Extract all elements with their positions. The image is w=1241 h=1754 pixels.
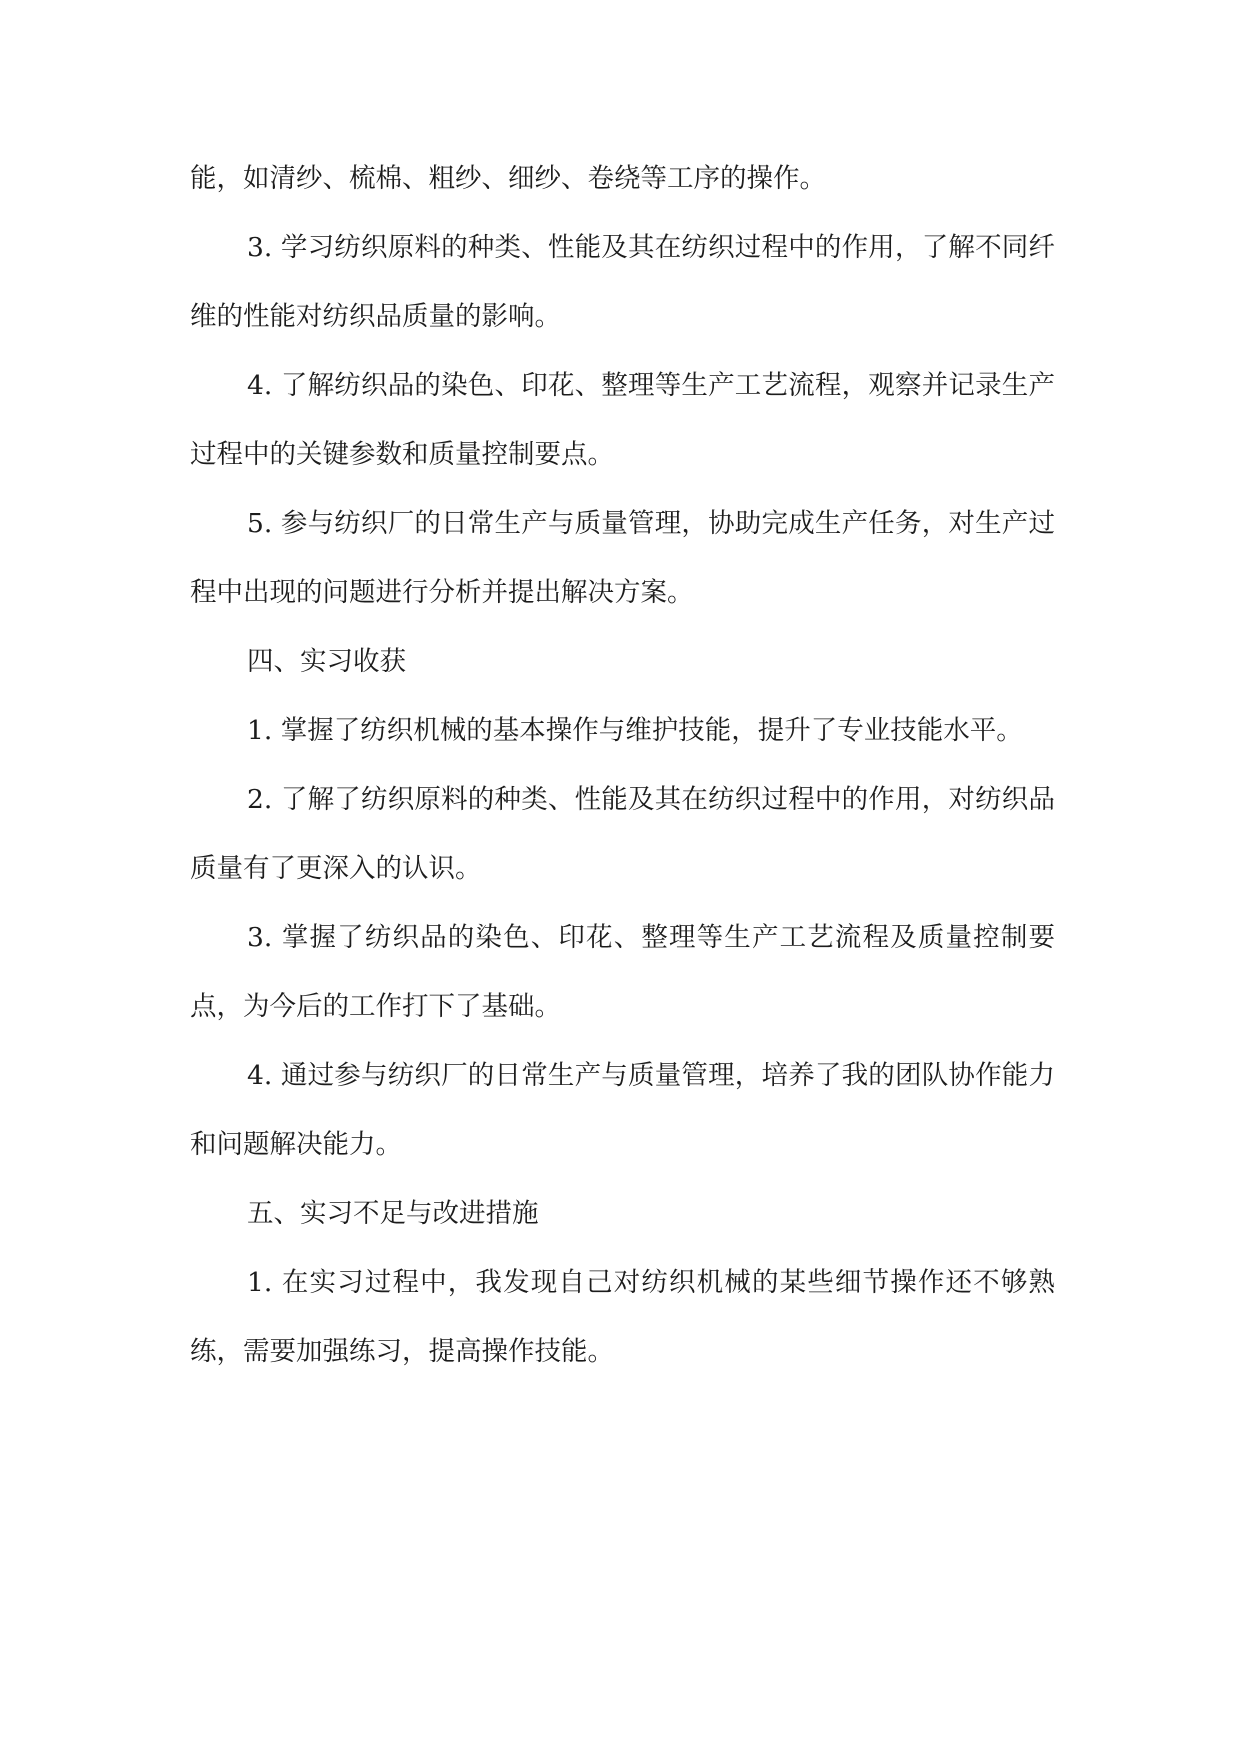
paragraph-gain-3: 3. 掌握了纺织品的染色、印花、整理等生产工艺流程及质量控制要点，为今后的工作打下了基础。 (190, 922, 1055, 1022)
paragraph-item-4-dyeing-process: 4. 了解纺织品的染色、印花、整理等生产工艺流程，观察并记录生产过程中的关键参数和质量控制要点。 (190, 370, 1055, 470)
section-heading-internship-gains: 四、实习收获 (247, 646, 406, 677)
paragraph-gain-1: 1. 掌握了纺织机械的基本操作与维护技能，提升了专业技能水平。 (247, 715, 1023, 746)
document-body (190, 144, 1055, 1386)
paragraph-gain-2: 2. 了解了纺织原料的种类、性能及其在纺织过程中的作用，对纺织品质量有了更深入的认识。 (190, 784, 1055, 884)
paragraph-shortcoming-1: 1. 在实习过程中，我发现自己对纺织机械的某些细节操作还不够熟练，需要加强练习，提高操作技能。 (190, 1267, 1055, 1367)
paragraph-continuation: 能，如清纱、梳棉、粗纱、细纱、卷绕等工序的操作。 (190, 163, 826, 194)
section-heading-shortcomings: 五、实习不足与改进措施 (247, 1198, 539, 1229)
paragraph-gain-4: 4. 通过参与纺织厂的日常生产与质量管理，培养了我的团队协作能力和问题解决能力。 (190, 1060, 1055, 1160)
paragraph-item-5-production-management: 5. 参与纺织厂的日常生产与质量管理，协助完成生产任务，对生产过程中出现的问题进行分析并提出解决方案。 (190, 508, 1055, 608)
paragraph-item-3-textile-materials: 3. 学习纺织原料的种类、性能及其在纺织过程中的作用，了解不同纤维的性能对纺织品质量的影响。 (190, 232, 1055, 332)
